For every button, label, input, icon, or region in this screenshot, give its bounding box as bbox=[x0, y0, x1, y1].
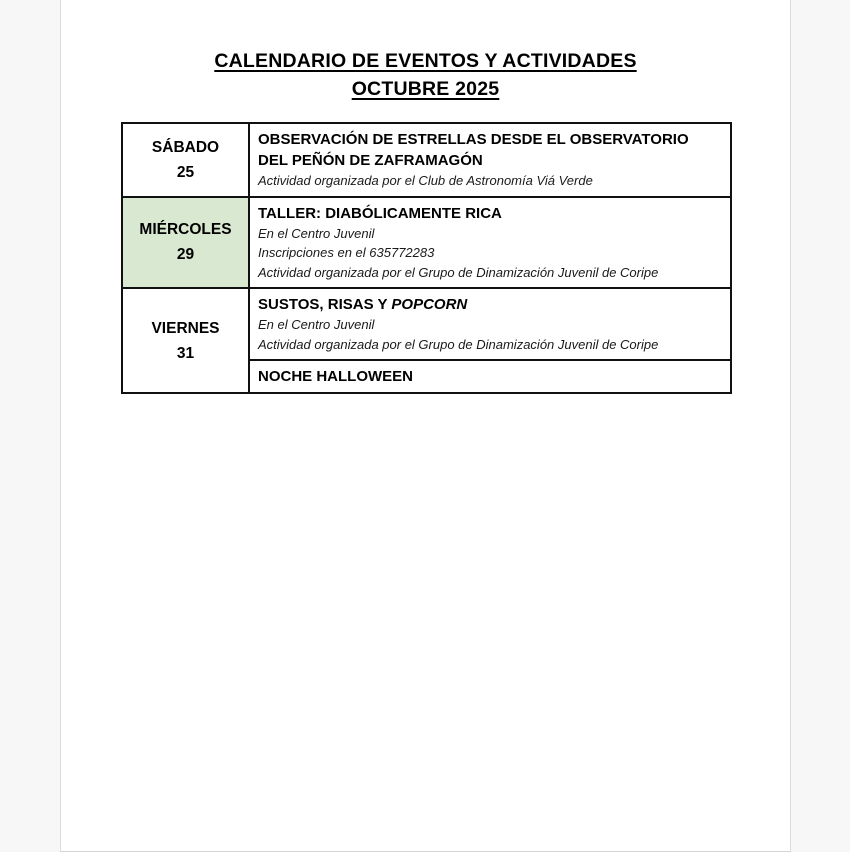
event-cell-observacion bbox=[249, 123, 731, 197]
event-detail: En el Centro Juvenil bbox=[258, 317, 375, 332]
day-name: MIÉRCOLES bbox=[139, 221, 232, 239]
day-number: 29 bbox=[176, 246, 195, 264]
event-title-italic: POPCORN bbox=[391, 296, 468, 313]
table-row-sabado bbox=[122, 123, 731, 197]
events-table bbox=[121, 122, 732, 394]
title-line-1: CALENDARIO DE EVENTOS Y ACTIVIDADES bbox=[214, 50, 637, 72]
day-cell-miercoles bbox=[122, 197, 249, 289]
day-cell-viernes bbox=[122, 288, 249, 393]
event-title-prefix: SUSTOS, RISAS Y bbox=[258, 296, 392, 313]
day-number: 25 bbox=[176, 163, 195, 181]
event-cell-sustos bbox=[249, 288, 731, 360]
event-cell-halloween bbox=[249, 360, 731, 393]
event-detail: Actividad organizada por el Grupo de Dinamización Juvenil de Coripe bbox=[258, 264, 659, 280]
day-number: 31 bbox=[176, 344, 195, 362]
day-name: SÁBADO bbox=[151, 138, 220, 156]
event-title: NOCHE HALLOWEEN bbox=[258, 368, 413, 385]
event-title: OBSERVACIÓN DE ESTRELLAS DESDE EL OBSERVATORIO DEL PEÑÓN DE ZAFRAMAGÓN bbox=[258, 131, 689, 169]
day-cell-sabado bbox=[122, 123, 249, 197]
event-title bbox=[258, 294, 720, 315]
event-detail: En el Centro Juvenil bbox=[258, 225, 375, 241]
event-title: TALLER: DIABÓLICAMENTE RICA bbox=[258, 204, 502, 222]
event-detail: Actividad organizada por el Club de Astronomía Viá Verde bbox=[258, 173, 593, 188]
document-title bbox=[61, 47, 790, 103]
title-line-2: OCTUBRE 2025 bbox=[351, 78, 500, 100]
table-row-viernes bbox=[122, 288, 731, 360]
table-row-miercoles bbox=[122, 197, 731, 289]
event-detail: Actividad organizada por el Grupo de Dinamización Juvenil de Coripe bbox=[258, 336, 659, 352]
event-cell-taller bbox=[249, 197, 731, 289]
document-page bbox=[60, 0, 791, 852]
event-detail: Inscripciones en el 635772283 bbox=[258, 245, 435, 260]
day-name: VIERNES bbox=[151, 319, 220, 337]
